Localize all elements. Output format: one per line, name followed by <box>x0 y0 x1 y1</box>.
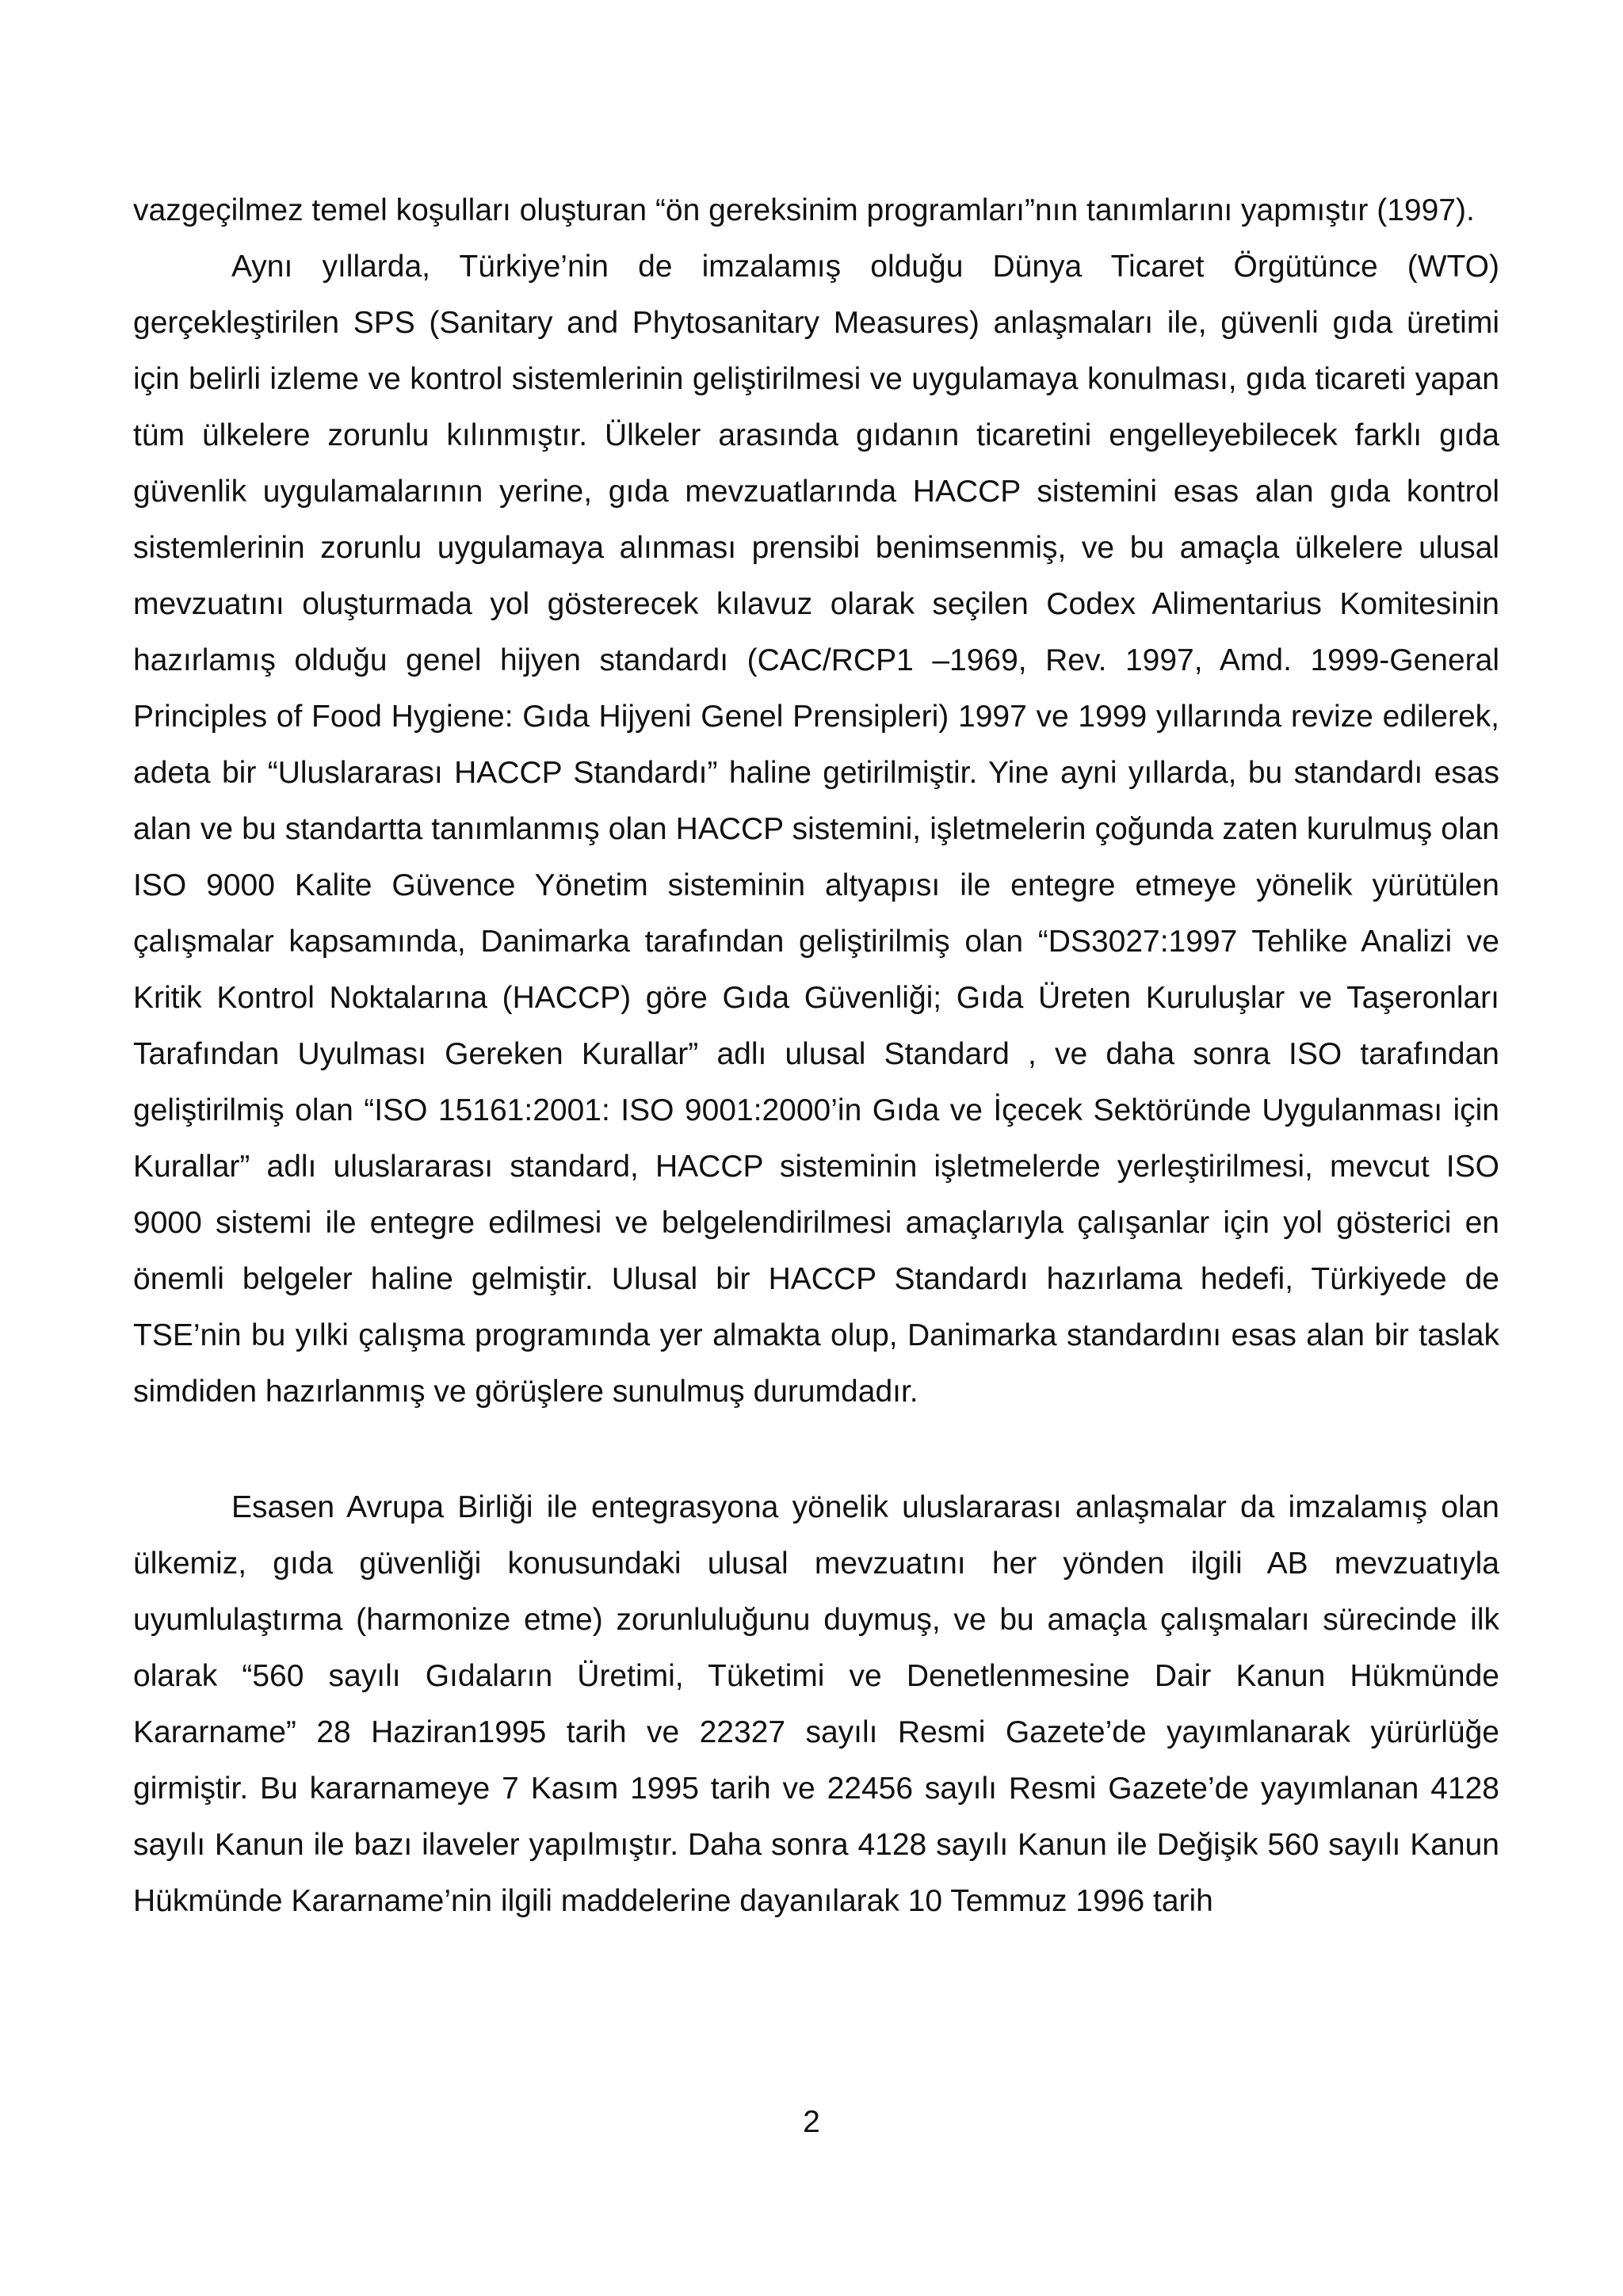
paragraph-continuation: vazgeçilmez temel koşulları oluşturan “ön gereksinim programları”nın tanımlarını yapmıştır (1997). <box>133 193 1475 227</box>
document-page <box>133 182 1499 1929</box>
paragraph-eu-harmonization: Esasen Avrupa Birliği ile entegrasyona yönelik uluslararası anlaşmalar da imzalamış olan ülkemiz, gıda güvenliği konusundaki ulusal mevzuatını her yönden ilgili AB mevzuatıyla uyumlulaştırma (harmonize etme) zorunluluğunu duymuş, ve bu amaçla çalışmaları sürecinde ilk olarak “560 sayılı Gıdaların Üretimi, Tüketimi ve Denetlenmesine Dair Kanun Hükmünde Kararname” 28 Haziran1995 tarih ve 22327 sayılı Resmi Gazete’de yayımlanarak yürürlüğe girmiştir. Bu kararnameye 7 Kasım 1995 tarih ve 22456 sayılı Resmi Gazete’de yayımlanan 4128 sayılı Kanun ile bazı ilaveler yapılmıştır. Daha sonra 4128 sayılı Kanun ile Değişik 560 sayılı Kanun Hükmünde Kararname’nin ilgili maddelerine dayanılarak 10 Temmuz 1996 tarih <box>133 1490 1499 1918</box>
page-number: 2 <box>803 2105 820 2139</box>
paragraph-sps-haccp: Aynı yıllarda, Türkiye’nin de imzalamış olduğu Dünya Ticaret Örgütünce (WTO) gerçekleştirilen SPS (Sanitary and Phytosanitary Measures) anlaşmaları ile, güvenli gıda üretimi için belirli izleme ve kontrol sistemlerinin geliştirilmesi ve uygulamaya konulması, gıda ticareti yapan tüm ülkelere zorunlu kılınmıştır. Ülkeler arasında gıdanın ticaretini engelleyebilecek farklı gıda güvenlik uygulamalarının yerine, gıda mevzuatlarında HACCP sistemini esas alan gıda kontrol sistemlerinin zorunlu uygulamaya alınması prensibi benimsenmiş, ve bu amaçla ülkelere ulusal mevzuatını oluşturmada yol gösterecek kılavuz olarak seçilen Codex Alimentarius Komitesinin hazırlamış olduğu genel hijyen standardı (CAC/RCP1 –1969, Rev. 1997, Amd. 1999-General Principles of Food Hygiene: Gıda Hijyeni Genel Prensipleri) 1997 ve 1999 yıllarında revize edilerek, adeta bir “Uluslararası HACCP Standardı” haline getirilmiştir. Yine ayni yıllarda, bu standardı esas alan ve bu standartta tanımlanmış olan HACCP sistemini, işletmelerin çoğunda zaten kurulmuş olan ISO 9000 Kalite Güvence Yönetim sisteminin altyapısı ile entegre etmeye yönelik yürütülen çalışmalar kapsamında, Danimarka tarafından geliştirilmiş olan “DS3027:1997 Tehlike Analizi ve Kritik Kontrol Noktalarına (HACCP) göre Gıda Güvenliği; Gıda Üreten Kuruluşlar ve Taşeronları Tarafından Uyulması Gereken Kurallar” adlı ulusal Standard , ve daha sonra ISO tarafından geliştirilmiş olan “ISO 15161:2001: ISO 9001:2000’in Gıda ve İçecek Sektöründe Uygulanması için Kurallar” adlı uluslararası standard, HACCP sisteminin işletmelerde yerleştirilmesi, mevcut ISO 9000 sistemi ile entegre edilmesi ve belgelendirilmesi amaçlarıyla çalışanlar için yol gösterici en önemli belgeler haline gelmiştir. Ulusal bir HACCP Standardı hazırlama hedefi, Türkiyede de TSE’nin bu yılki çalışma programında yer almakta olup, Danimarka standardını esas alan bir taslak simdiden hazırlanmış ve görüşlere sunulmuş durumdadır. <box>133 250 1499 1409</box>
